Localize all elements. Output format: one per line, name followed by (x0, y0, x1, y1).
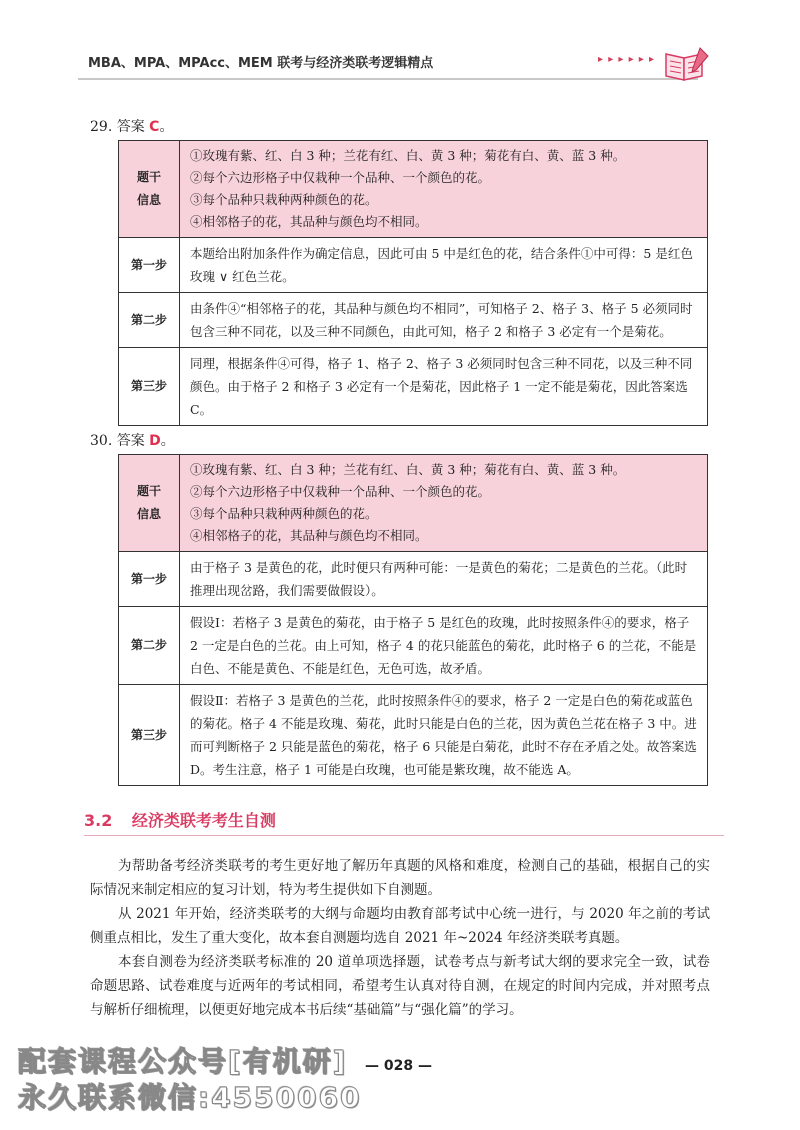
q30-step-row (119, 685, 708, 786)
q29-step-label: 第一步 (119, 238, 180, 293)
section-heading (84, 808, 724, 836)
q29-number: 29. 答案 (90, 119, 145, 135)
paragraph: 为帮助备考经济类联考的考生更好地了解历年真题的风格和难度，检测自己的基础，根据自己的实际情况来制定相应的复习计划，特为考生提供如下自测题。 (90, 858, 710, 898)
header-title: MBA、MPA、MPAcc、MEM 联考与经济类联考逻辑精点 (88, 56, 434, 71)
running-header (78, 48, 698, 80)
watermark-line: 永久联系微信:4550060 (18, 1081, 362, 1114)
q30-step-text: 假设Ⅰ：若格子 3 是黄色的菊花，由于格子 5 是红色的玫瑰，此时按照条件④的要求，格子 2 一定是白色的兰花。由上可知，格子 4 的花只能蓝色的菊花，此时格子 6 的兰花，不能是白色、不能是黄色、不能是红色，无色可选，故矛盾。 (180, 607, 708, 685)
watermark-line: 配套课程公众号[有机研] (18, 1045, 348, 1078)
header-arrow-decoration: ▸ ▸ ▸ ▸ ▸ ▸ (598, 54, 656, 65)
q30-answer: D (149, 433, 161, 449)
q30-step-row (119, 607, 708, 685)
q30-info-line: ②每个六边形格子中仅栽种一个品种、一个颜色的花。 (190, 484, 491, 499)
q30-step-label: 第三步 (119, 685, 180, 786)
q30-info-cell (180, 455, 708, 552)
page-number: — 028 — (365, 1058, 432, 1074)
q30-step-text: 由于格子 3 是黄色的花，此时便只有两种可能：一是黄色的菊花；二是黄色的兰花。（此时推理出现岔路，我们需要做假设）。 (180, 552, 708, 607)
q29-info-line: ①玫瑰有紫、红、白 3 种；兰花有红、白、黄 3 种；菊花有白、黄、蓝 3 种。 (190, 148, 626, 163)
q30-step-text: 假设Ⅱ：若格子 3 是黄色的兰花，此时按照条件④的要求，格子 2 一定是白色的菊花或蓝色的菊花。格子 4 不能是玫瑰、菊花，此时只能是白色的兰花，因为黄色兰花在格子 3 中。进而可判断格子 2 只能是蓝色的菊花，格子 6 只能是白菊花，此时不存在矛盾之处。故答案选 D。考生注意，格子 1 可能是白玫瑰，也可能是紫玫瑰，故不能选 A。 (180, 685, 708, 786)
paragraph: 本套自测卷为经济类联考标准的 20 道单项选择题，试卷考点与新考试大纲的要求完全一致，试卷命题思路、试卷难度与近两年的考试相同，希望考生认真对待自测，在规定的时间内完成，并对照考点与解析仔细梳理，以便更好地完成本书后续“基础篇”与“强化篇”的学习。 (90, 954, 710, 1018)
section-title: 经济类联考考生自测 (131, 811, 276, 830)
q29-step-row (119, 348, 708, 426)
q29-heading (90, 116, 173, 136)
q29-info-cell (180, 141, 708, 238)
q29-step-row (119, 238, 708, 293)
q30-info-label: 题干 信息 (119, 455, 180, 552)
q30-number: 30. 答案 (90, 433, 145, 449)
section-number: 3.2 (84, 811, 113, 830)
q29-step-text: 本题给出附加条件作为确定信息，因此可由 5 中是红色的花，结合条件①中可得：5 是红色玫瑰 ∨ 红色兰花。 (180, 238, 708, 293)
q29-info-line: ②每个六边形格子中仅栽种一个品种、一个颜色的花。 (190, 170, 491, 185)
paragraph: 从 2021 年开始，经济类联考的大纲与命题均由教育部考试中心统一进行，与 2020 年之前的考试侧重点相比，发生了重大变化，故本套自测题均选自 2021 年~2024 年经济类联考真题。 (90, 906, 710, 946)
q30-step-label: 第二步 (119, 607, 180, 685)
q29-period: 。 (159, 119, 174, 135)
q29-info-row (119, 141, 708, 238)
q30-info-line: ④相邻格子的花，其品种与颜色均不相同。 (190, 528, 428, 543)
q30-heading (90, 430, 175, 450)
q30-info-row (119, 455, 708, 552)
q29-step-text: 同理，根据条件④可得，格子 1、格子 2、格子 3 必须同时包含三种不同花，以及三种不同颜色。由于格子 2 和格子 3 必定有一个是菊花，因此格子 1 一定不能是菊花，因此答案选 C。 (180, 348, 708, 426)
q29-step-label: 第二步 (119, 293, 180, 348)
q30-step-row (119, 552, 708, 607)
q30-info-line: ③每个品种只栽种两种颜色的花。 (190, 506, 378, 521)
q29-info-label: 题干 信息 (119, 141, 180, 238)
q30-info-line: ①玫瑰有紫、红、白 3 种；兰花有红、白、黄 3 种；菊花有白、黄、蓝 3 种。 (190, 462, 626, 477)
q29-info-line: ④相邻格子的花，其品种与颜色均不相同。 (190, 214, 428, 229)
q30-solution-table (118, 454, 708, 786)
q29-step-row (119, 293, 708, 348)
q30-period: 。 (160, 433, 175, 449)
q29-info-line: ③每个品种只栽种两种颜色的花。 (190, 192, 378, 207)
q29-step-text: 由条件④“相邻格子的花，其品种与颜色均不相同”，可知格子 2、格子 3、格子 5 必须同时包含三种不同花，以及三种不同颜色，由此可知，格子 2 和格子 3 必定有一个是菊花。 (180, 293, 708, 348)
q29-solution-table (118, 140, 708, 426)
q29-answer: C (149, 119, 160, 135)
book-pencil-icon (662, 44, 710, 84)
q30-step-label: 第一步 (119, 552, 180, 607)
q29-step-label: 第三步 (119, 348, 180, 426)
